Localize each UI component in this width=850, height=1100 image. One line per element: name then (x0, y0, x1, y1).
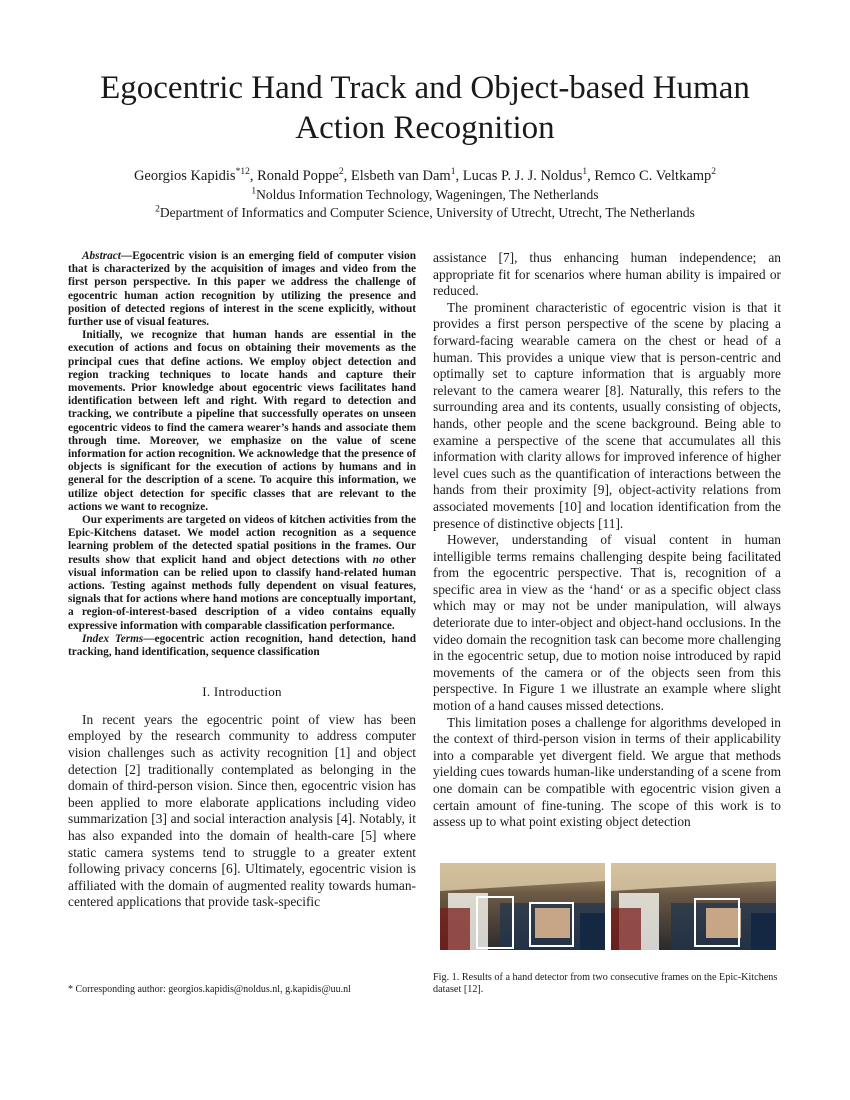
author: Ronald Poppe (257, 168, 339, 184)
right-p1: The prominent characteristic of egocentric vision is that it provides a first person perspective of the scene by placing a forward-facing wearable camera on the chest or head of a human. This provides a unique view that is person-centric and optimally set to capture information that is arguably more relevant to the camera wearer [8]. Naturally, this refers to the surrounding area and its contents, usually consisting of objects, hands, other people and the scene background. Being able to examine a perspective of the scene that accumulates all this information with clarity allows for improved inference of higher level cues such as the quantification of interactions between the hands from their proximity [9], object-activity relations from associated movements [10] and location identification from the presence of distinctive objects [11]. (433, 299, 781, 531)
author-sup: 2 (338, 167, 344, 178)
author-sup: *12 (235, 167, 250, 178)
title-line-1: Egocentric Hand Track and Object-based Human (100, 70, 750, 106)
arxiv-stamp (14, 290, 64, 760)
left-column (68, 250, 416, 911)
abstract-p3: Our experiments are targeted on videos of kitchen activities from the Epic-Kitchens dataset. We model action recognition as a sequence learning problem of the detected spatial positions in the frames. Our results show that explicit hand and object detections with no other visual information can be relied upon to classify hand-related human actions. Testing against methods fully dependent on visual features, signals that for actions where hand motions are conceptually important, a region-of-interest-based description of a video contains equally expressive information with comparable classification performance. (68, 514, 416, 632)
footnote: * Corresponding author: georgios.kapidis@noldus.nl, g.kapidis@uu.nl (68, 984, 351, 995)
author: Remco C. Veltkamp (594, 168, 712, 184)
author: Georgios Kapidis (133, 168, 236, 184)
figure-frame-2 (611, 863, 776, 950)
figure-1 (440, 863, 776, 950)
author: Lucas P. J. J. Noldus (462, 168, 583, 184)
abstract (68, 250, 416, 659)
abstract-label: Abstract (82, 250, 121, 262)
right-p2: However, understanding of visual content in human intelligible terms remains challenging despite being facilitated from the egocentric perspective. That is, recognition of a specific area in view as the ‘hand‘ or as a specific object class which may or may not be under manipulation, will always deteriorate due to inter-object and object-hand occlusions. In the video domain the recognition task can become more challenging in the egocentric setup, due to motion noise introduced by rapid movements of the camera or of the objects seen from this perspective. In Figure 1 we illustrate an example where slight motion of a hand causes missed detections. (433, 532, 781, 714)
abstract-p2: Initially, we recognize that human hands are essential in the execution of actions and focus on obtaining their movements as the principal cues that define actions. We employ object detection and region tracking techniques to locate hands and capture their movements. Prior knowledge about egocentric views facilitates hand identification between left and right. With regard to detection and tracking, we contribute a pipeline that successfully operates on unseen egocentric videos to find the camera wearer’s hands and associate them through time. Moreover, we emphasize on the value of scene information for action recognition. We acknowledge that the presence of objects is significant for the execution of actions by humans and in general for the description of a scene. To acquire this information, we utilize object detection for specific classes that are relevant to the actions we want to recognize. (68, 329, 416, 513)
affiliation-2: $^2$Department of Informatics and Computer Science, University of Utrecht, Utrecht, The Netherlands (155, 204, 695, 220)
author-sup: 2 (711, 167, 717, 178)
abstract-p1: Abstract—Egocentric vision is an emerging field of computer vision that is characterized by the acquisition of images and video from the first person perspective. In this paper we address the challenge of egocentric human action recognition by utilizing the presence and position of detected regions of interest in the scene explicitly, without further use of visual features. (68, 250, 416, 329)
author-list: Georgios Kapidis$^{*12}$, Ronald Poppe$^2$, Elsbeth van Dam$^1$, Lucas P. J. J. Noldus$^1$, Remco C. Veltkamp$^2$ (133, 167, 717, 184)
intro-p1: In recent years the egocentric point of view has been employed by the research community to address computer vision challenges such as activity recognition [1] and object detection [2] traditionally contemplated as belonging in the domain of third-person vision. Since then, egocentric vision has been applied to more elaborate applications including video summarization [3] and social interaction analysis [4]. Notably, it has also expanded into the domain of health-care [5] where static camera systems tend to struggle to a greater extent following privacy concerns [6]. Ultimately, egocentric vision is affiliated with the domain of augmented reality towards human-centered applications that provide task-specific (68, 711, 416, 910)
paper-title (60, 68, 790, 148)
section-heading: I. Introduction (202, 684, 282, 700)
figure-frame-1 (440, 863, 605, 950)
right-column (433, 250, 781, 831)
affiliation-1: $^1$Noldus Information Technology, Wageningen, The Netherlands (251, 186, 599, 202)
author-sup: 1 (582, 167, 588, 178)
author: Elsbeth van Dam (350, 168, 451, 184)
index-terms-label: Index Terms (82, 632, 144, 645)
figure-caption: Fig. 1. Results of a hand detector from two consecutive frames on the Epic-Kitchens dataset [12]. (433, 972, 778, 996)
author-sup: 1 (450, 167, 456, 178)
right-p0: assistance [7], thus enhancing human independence; an appropriate fit for scenarios where human ability is impaired or reduced. (433, 250, 781, 299)
title-line-2: Action Recognition (295, 110, 555, 146)
index-terms: Index Terms—egocentric action recognition, hand detection, hand tracking, hand identification, sequence classification (68, 632, 416, 659)
right-p3: This limitation poses a challenge for algorithms developed in the context of third-person vision in terms of their applicability into a comparable yet divergent field. We argue that methods yielding cues towards human-like understanding of a scene from one domain can be compatible with egocentric vision given a certain amount of fine-tuning. The scope of this work is to assess up to what point existing object detection (433, 714, 781, 830)
